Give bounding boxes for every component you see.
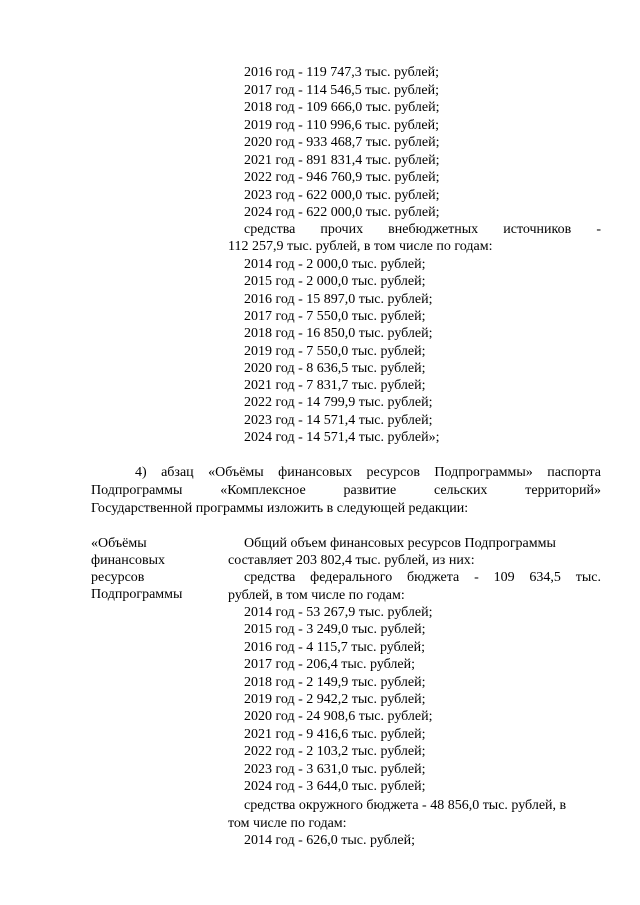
extra-sources-word: источников — [503, 222, 572, 237]
federal-year-line: 2022 год - 2 103,2 тыс. рублей; — [244, 744, 426, 760]
federal-budget-word: федерального — [310, 570, 393, 585]
label-line: Подпрограммы — [91, 587, 183, 602]
federal-budget-word: бюджета — [407, 570, 460, 585]
paragraph-word: Подпрограммы — [91, 483, 183, 498]
federal-year-line: 2024 год - 3 644,0 тыс. рублей; — [244, 779, 426, 794]
funding-year-line: 2024 год - 622 000,0 тыс. рублей; — [244, 205, 440, 220]
federal-year-line: 2021 год - 9 416,6 тыс. рублей; — [244, 726, 426, 742]
label-line: «Объёмы — [91, 536, 147, 551]
federal-year-line: 2018 год - 2 149,9 тыс. рублей; — [244, 674, 426, 690]
paragraph-word: ресурсов — [366, 465, 420, 480]
funding-year-line: 2022 год - 946 760,9 тыс. рублей; — [244, 170, 440, 185]
extra-sources-word: внебюджетных — [388, 222, 479, 237]
federal-year-line: 2020 год - 24 908,6 тыс. рублей; — [244, 709, 433, 725]
federal-budget-word: средства — [244, 570, 296, 585]
paragraph-word: «Комплексное — [220, 483, 306, 498]
paragraph-word: территорий» — [525, 483, 601, 498]
extra-sources-year-line: 2019 год - 7 550,0 тыс. рублей; — [244, 343, 426, 359]
extra-sources-year-line: 2015 год - 2 000,0 тыс. рублей; — [244, 274, 426, 290]
federal-year-line: 2017 год - 206,4 тыс. рублей; — [244, 657, 416, 673]
funding-year-line: 2016 год - 119 747,3 тыс. рублей; — [244, 65, 439, 80]
federal-budget-word: 109 — [493, 570, 515, 585]
district-budget-line1: средства окружного бюджета - 48 856,0 тыс. рублей, в — [244, 798, 567, 813]
paragraph-4-line3: Государственной программы изложить в следующей редакции: — [91, 501, 469, 516]
paragraph-word: абзац — [161, 465, 194, 480]
funding-year-line: 2020 год - 933 468,7 тыс. рублей; — [244, 135, 440, 150]
paragraph-word: паспорта — [547, 465, 601, 480]
extra-sources-word: - — [596, 222, 601, 237]
federal-budget-word: тыс. — [575, 570, 601, 585]
district-budget-line2: том числе по годам: — [228, 816, 347, 831]
extra-sources-line1 — [244, 221, 601, 238]
federal-year-line: 2015 год - 3 249,0 тыс. рублей; — [244, 622, 426, 638]
federal-budget-word: 634,5 — [529, 570, 561, 585]
federal-budget-line1 — [244, 569, 601, 586]
funding-year-line: 2023 год - 622 000,0 тыс. рублей; — [244, 187, 440, 203]
paragraph-word: сельских — [433, 483, 488, 498]
extra-sources-word: прочих — [320, 222, 364, 237]
extra-sources-year-line: 2024 год - 14 571,4 тыс. рублей»; — [244, 430, 440, 445]
extra-sources-year-line: 2016 год - 15 897,0 тыс. рублей; — [244, 291, 433, 307]
total-funding-line1: Общий объем финансовых ресурсов Подпрограммы — [244, 536, 556, 551]
extra-sources-line2: 112 257,9 тыс. рублей, в том числе по годам: — [228, 239, 493, 254]
federal-year-line: 2023 год - 3 631,0 тыс. рублей; — [244, 761, 426, 777]
subprogram-resources-label — [91, 535, 182, 603]
total-funding-line2: составляет 203 802,4 тыс. рублей, из них: — [228, 553, 475, 568]
funding-year-line: 2018 год - 109 666,0 тыс. рублей; — [244, 100, 440, 115]
paragraph-word: 4) — [135, 465, 147, 480]
label-line: финансовых — [91, 553, 165, 568]
label-line: ресурсов — [91, 570, 145, 585]
paragraph-4-line2 — [91, 482, 601, 499]
federal-budget-line2: рублей, в том числе по годам: — [228, 588, 405, 603]
federal-year-line: 2014 год - 53 267,9 тыс. рублей; — [244, 605, 433, 620]
extra-sources-year-line: 2023 год - 14 571,4 тыс. рублей; — [244, 412, 433, 428]
extra-sources-year-line: 2018 год - 16 850,0 тыс. рублей; — [244, 326, 433, 342]
extra-sources-year-line: 2021 год - 7 831,7 тыс. рублей; — [244, 378, 426, 394]
extra-sources-year-line: 2014 год - 2 000,0 тыс. рублей; — [244, 257, 426, 272]
paragraph-word: развитие — [343, 483, 397, 498]
funding-year-line: 2019 год - 110 996,6 тыс. рублей; — [244, 117, 439, 133]
paragraph-word: «Объёмы — [208, 465, 264, 480]
paragraph-word: финансовых — [278, 465, 353, 480]
funding-year-line: 2017 год - 114 546,5 тыс. рублей; — [244, 82, 439, 98]
extra-sources-year-line: 2022 год - 14 799,9 тыс. рублей; — [244, 395, 433, 411]
extra-sources-year-line: 2020 год - 8 636,5 тыс. рублей; — [244, 360, 426, 376]
district-year-line: 2014 год - 626,0 тыс. рублей; — [244, 833, 416, 848]
extra-sources-word: средства — [244, 222, 296, 237]
paragraph-4-line1 — [135, 464, 601, 481]
federal-year-line: 2019 год - 2 942,2 тыс. рублей; — [244, 692, 426, 707]
funding-year-line: 2021 год - 891 831,4 тыс. рублей; — [244, 152, 440, 168]
paragraph-word: Подпрограммы» — [434, 465, 533, 480]
extra-sources-year-line: 2017 год - 7 550,0 тыс. рублей; — [244, 308, 426, 324]
federal-year-line: 2016 год - 4 115,7 тыс. рублей; — [244, 639, 425, 655]
federal-budget-word: - — [474, 570, 479, 585]
